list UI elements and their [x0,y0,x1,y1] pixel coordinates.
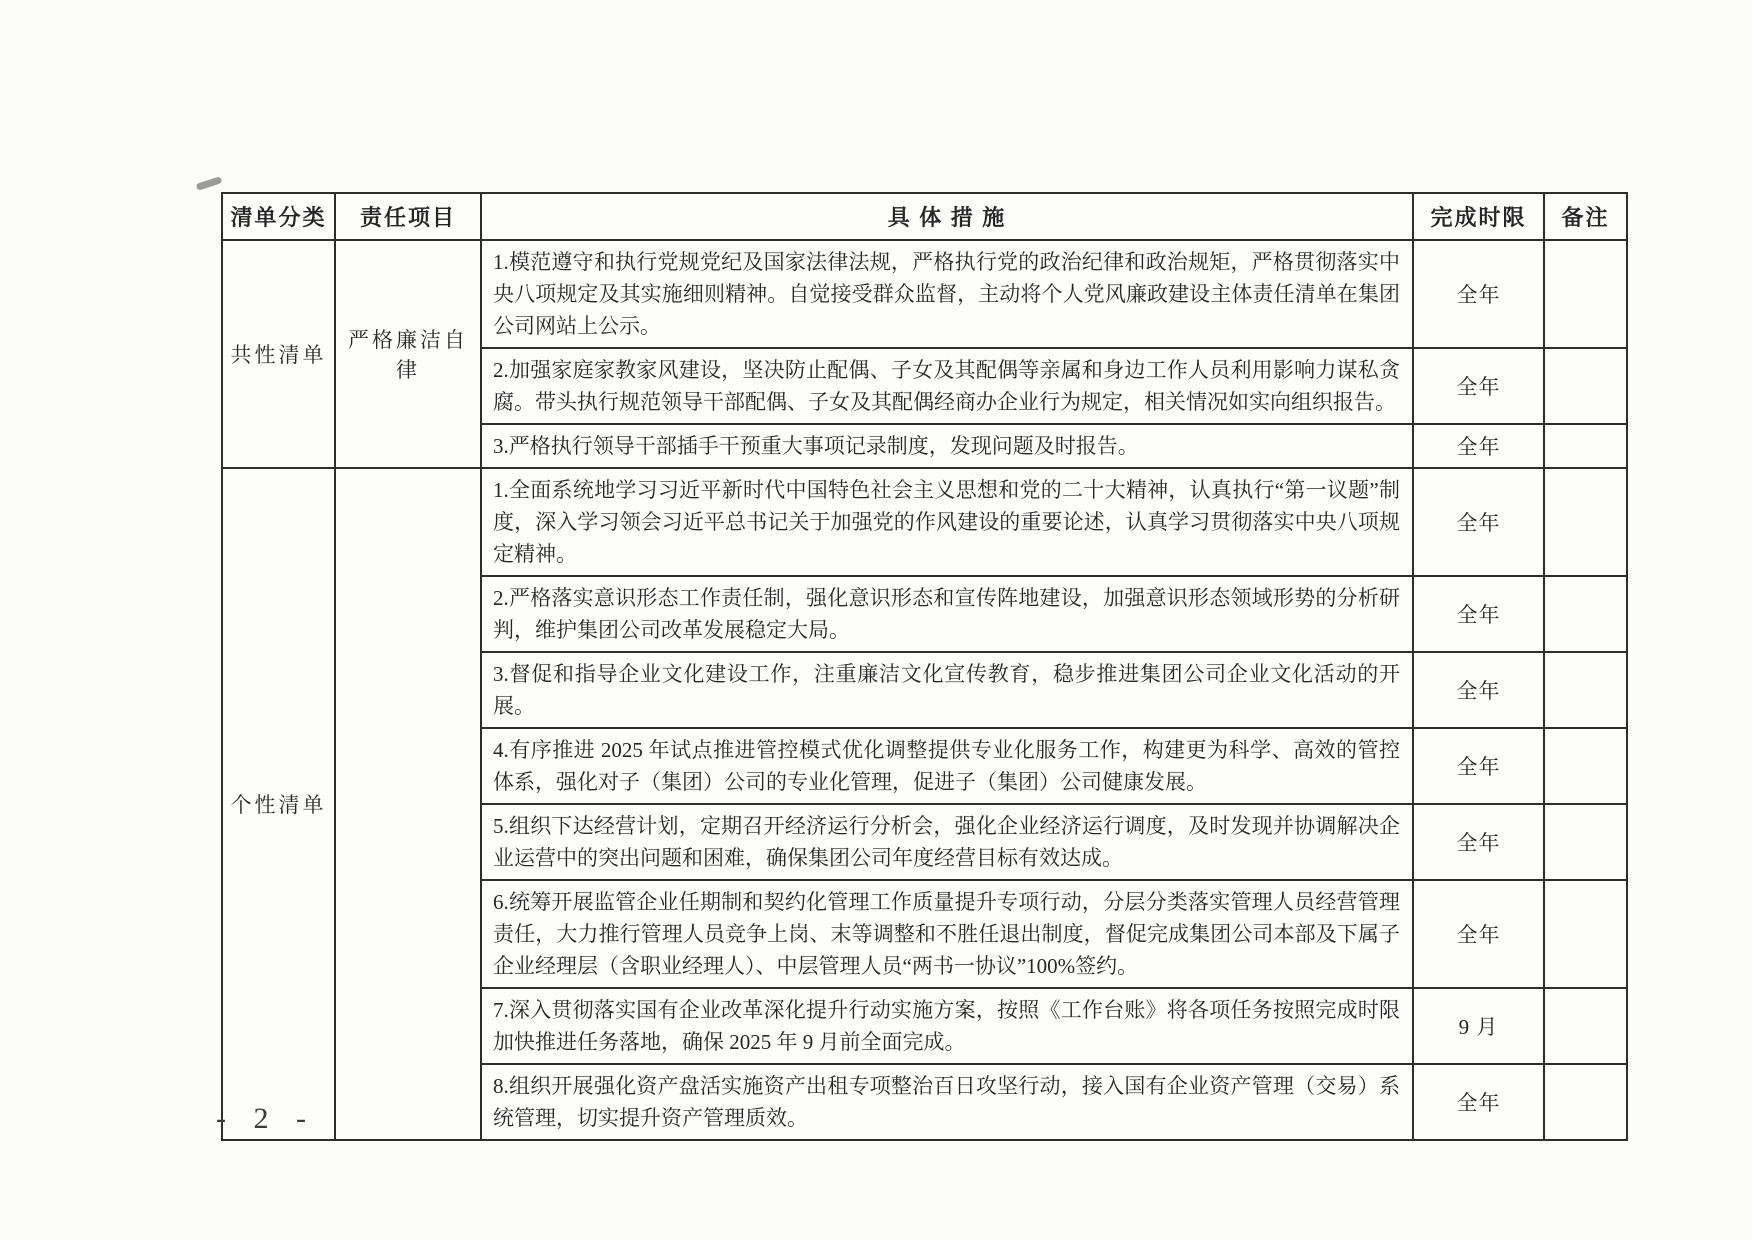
remark-cell [1544,728,1627,804]
remark-cell [1544,988,1627,1064]
deadline-cell: 全年 [1413,424,1544,468]
project-cell [335,468,481,1140]
deadline-cell: 全年 [1413,348,1544,424]
category-cell: 共性清单 [222,240,335,468]
deadline-cell: 全年 [1413,880,1544,988]
measure-cell: 2.严格落实意识形态工作责任制，强化意识形态和宣传阵地建设，加强意识形态领域形势的分析研判，维护集团公司改革发展稳定大局。 [481,576,1413,652]
measure-cell: 8.组织开展强化资产盘活实施资产出租专项整治百日攻坚行动，接入国有企业资产管理（交易）系统管理，切实提升资产管理质效。 [481,1064,1413,1140]
measure-cell: 5.组织下达经营计划，定期召开经济运行分析会，强化企业经济运行调度，及时发现并协调解决企业运营中的突出问题和困难，确保集团公司年度经营目标有效达成。 [481,804,1413,880]
remark-cell [1544,1064,1627,1140]
responsibility-list-table [221,192,1628,1141]
table-header-row [222,193,1627,240]
remark-cell [1544,348,1627,424]
measure-cell: 3.督促和指导企业文化建设工作，注重廉洁文化宣传教育，稳步推进集团公司企业文化活动的开展。 [481,652,1413,728]
remark-cell [1544,804,1627,880]
deadline-cell: 全年 [1413,728,1544,804]
table-row [222,240,1627,348]
measure-cell: 4.有序推进 2025 年试点推进管控模式优化调整提供专业化服务工作，构建更为科学、高效的管控体系，强化对子（集团）公司的专业化管理，促进子（集团）公司健康发展。 [481,728,1413,804]
remark-cell [1544,468,1627,576]
measure-cell: 6.统筹开展监管企业任期制和契约化管理工作质量提升专项行动，分层分类落实管理人员经营管理责任，大力推行管理人员竞争上岗、末等调整和不胜任退出制度，督促完成集团公司本部及下属子企业经理层（含职业经理人）、中层管理人员“两书一协议”100%签约。 [481,880,1413,988]
header-measures: 具 体 措 施 [481,193,1413,240]
deadline-cell: 全年 [1413,240,1544,348]
measure-cell: 3.严格执行领导干部插手干预重大事项记录制度，发现问题及时报告。 [481,424,1413,468]
deadline-cell: 全年 [1413,652,1544,728]
remark-cell [1544,424,1627,468]
header-remark: 备注 [1544,193,1627,240]
header-project: 责任项目 [335,193,481,240]
category-cell: 个性清单 [222,468,335,1140]
remark-cell [1544,576,1627,652]
scan-artifact [196,176,223,191]
deadline-cell: 全年 [1413,576,1544,652]
deadline-cell: 全年 [1413,468,1544,576]
measure-cell: 1.模范遵守和执行党规党纪及国家法律法规，严格执行党的政治纪律和政治规矩，严格贯彻落实中央八项规定及其实施细则精神。自觉接受群众监督，主动将个人党风廉政建设主体责任清单在集团公司网站上公示。 [481,240,1413,348]
measure-cell: 1.全面系统地学习习近平新时代中国特色社会主义思想和党的二十大精神，认真执行“第一议题”制度，深入学习领会习近平总书记关于加强党的作风建设的重要论述，认真学习贯彻落实中央八项规定精神。 [481,468,1413,576]
deadline-cell: 全年 [1413,804,1544,880]
table-row [222,468,1627,576]
remark-cell [1544,240,1627,348]
header-deadline: 完成时限 [1413,193,1544,240]
header-category: 清单分类 [222,193,335,240]
deadline-cell: 9 月 [1413,988,1544,1064]
remark-cell [1544,652,1627,728]
measure-cell: 7.深入贯彻落实国有企业改革深化提升行动实施方案，按照《工作台账》将各项任务按照完成时限加快推进任务落地，确保 2025 年 9 月前全面完成。 [481,988,1413,1064]
project-cell: 严格廉洁自律 [335,240,481,468]
deadline-cell: 全年 [1413,1064,1544,1140]
measure-cell: 2.加强家庭家教家风建设，坚决防止配偶、子女及其配偶等亲属和身边工作人员利用影响力谋私贪腐。带头执行规范领导干部配偶、子女及其配偶经商办企业行为规定，相关情况如实向组织报告。 [481,348,1413,424]
page-number: - 2 - [216,1102,316,1135]
remark-cell [1544,880,1627,988]
